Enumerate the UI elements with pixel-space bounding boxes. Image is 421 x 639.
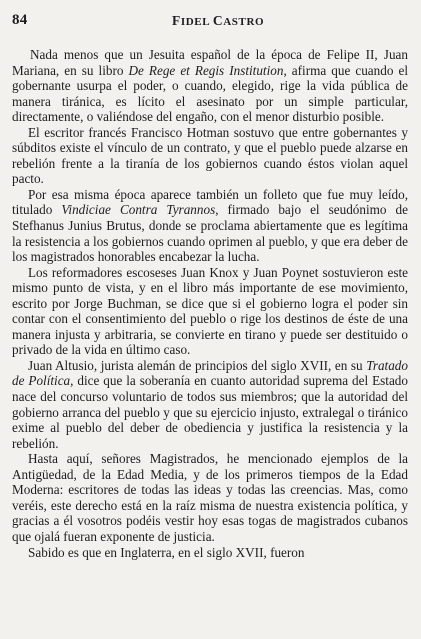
paragraph-text: Juan Altusio, jurista alemán de principios del siglo XVII, en su (28, 357, 367, 373)
paragraph-vindiciae (12, 187, 408, 265)
paragraph-text: , dice que la soberanía en cuanto autoridad suprema del Estado nace del concurso voluntario de todos sus miembros; que la autoridad del gobierno arranca del pueblo y que su ejercicio injusto, extralegal o tiránico exime al pueblo del deber de obediencia y justifica la resistencia y la rebelión. (12, 373, 408, 451)
book-title-tratado: Tratado de Política (12, 357, 408, 389)
book-title-vindiciae: Vindiciae Contra Tyrannos (61, 202, 216, 218)
page-number: 84 (12, 12, 28, 28)
body-text (12, 47, 408, 560)
paragraph-text: , afirma que cuando el gobernante usurpa el poder, o cuando, elegido, rige la vida pública de manera tiránica, es lícito el asesinato por un simple particular, directamente, o valiéndose del engaño, con el menor disturbio posible. (12, 62, 408, 125)
paragraph-knox (12, 265, 408, 358)
paragraph-magistrados (12, 451, 408, 544)
paragraph-text: Sabido es que en Inglaterra, en el siglo XVII, fueron (28, 544, 305, 560)
book-title-de-rege: De Rege et Regis Institution (128, 62, 284, 78)
page-header (12, 12, 407, 32)
paragraph-text: Los reformadores escoseses Juan Knox y Juan Poynet sostuvieron este mismo punto de vista, y en el libro más importante de ese movimiento, escrito por Jorge Buchman, se dice que si el gobierno logra el poder sin contar con el consentimiento del pueblo o rige los destinos de éste de una manera injusta y arbitraria, se convierte en tirano y puede ser destituido o privado de la vida en último caso. (12, 264, 408, 358)
running-title-rest-1: IDEL (180, 16, 213, 28)
running-title-cap-1: F (172, 13, 181, 28)
running-title (172, 13, 264, 29)
paragraph-text: , firmado bajo el seudónimo de Stefhanus Junius Brutus, donde se proclama abiertamente que es legítima la resistencia a los gobiernos cuando oprimen al pueblo, y que era deber de los magistrados honorables encabezar la lucha. (12, 202, 408, 265)
running-title-rest-2: ASTRO (223, 16, 265, 28)
paragraph-mariana (12, 47, 408, 125)
paragraph-text: El escritor francés Francisco Hotman sostuvo que entre gobernantes y súbditos existe el vínculo de un contrato, y que el pueblo puede alzarse en rebelión frente a la tiranía de los gobiernos cuando éstos violan aquel pacto. (12, 124, 408, 187)
paragraph-altusio (12, 358, 408, 451)
paragraph-text: Por esa misma época aparece también un folleto que fue muy leído, titulado (12, 186, 408, 218)
running-title-cap-2: C (212, 13, 224, 28)
paragraph-hotman (12, 125, 408, 187)
paragraph-text: Nada menos que un Jesuita español de la época de Felipe II, Juan Mariana, en su libro (12, 47, 408, 78)
paragraph-text: Hasta aquí, señores Magistrados, he mencionado ejemplos de la Antigüedad, de la Edad Media, y de los primeros tiempos de la Edad Moderna: escritores de todas las ideas y todas las creencias. Mas, como veréis, este derecho está en la raíz misma de nuestra existencia política, y gracias a él vosotros podéis vestir hoy esas togas de magistrados cubanos que ojalá fueran exponente de justicia. (12, 451, 408, 544)
paragraph-inglaterra (12, 545, 408, 561)
